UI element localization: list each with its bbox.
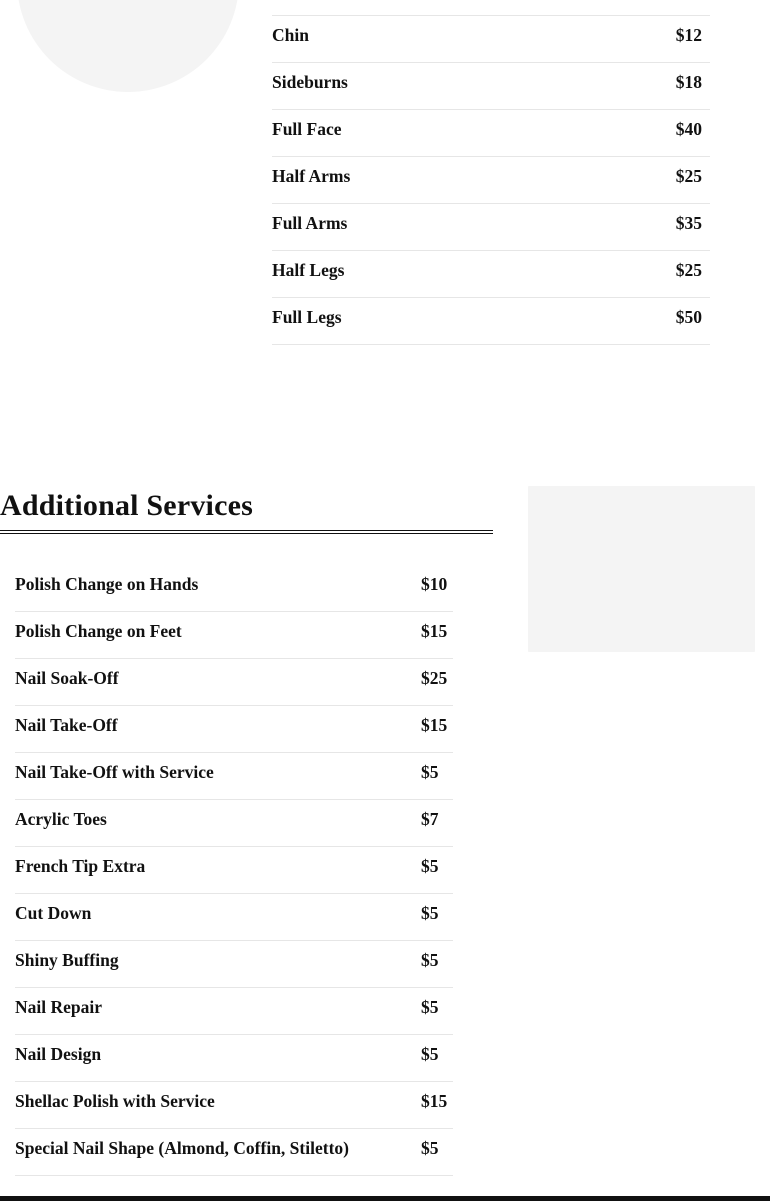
service-name: Polish Change on Hands: [15, 574, 199, 594]
service-price: $5: [421, 1138, 439, 1158]
price-row: [272, 110, 710, 157]
price-row: [15, 1082, 453, 1129]
service-name: Nail Repair: [15, 997, 103, 1017]
service-price: $40: [675, 119, 702, 139]
price-row: [15, 612, 453, 659]
price-row: [272, 298, 710, 345]
service-name: Cut Down: [15, 903, 92, 923]
additional-services-price-list: [15, 565, 453, 1176]
service-price: $25: [421, 668, 448, 688]
service-name: Nail Take-Off: [15, 715, 118, 735]
price-row: [272, 251, 710, 298]
service-price: $5: [421, 997, 439, 1017]
service-price: $15: [421, 715, 448, 735]
price-row: [15, 1129, 453, 1176]
service-name: Chin: [272, 25, 309, 45]
price-row: [15, 847, 453, 894]
service-price: $25: [675, 260, 702, 280]
price-row: [15, 565, 453, 612]
service-name: Full Legs: [272, 307, 342, 327]
footer-bar: [0, 1196, 770, 1201]
service-price: $5: [421, 903, 439, 923]
service-price: $12: [675, 25, 702, 45]
service-name: Full Arms: [272, 213, 348, 233]
service-price: $7: [421, 809, 439, 829]
service-name: Shiny Buffing: [15, 950, 119, 970]
service-price: $15: [421, 1091, 448, 1111]
service-name: Sideburns: [272, 72, 348, 92]
service-price: $5: [421, 762, 439, 782]
service-price: $5: [421, 950, 439, 970]
price-row: [15, 894, 453, 941]
service-price: $25: [675, 166, 702, 186]
service-price: $50: [675, 307, 702, 327]
price-row: [15, 659, 453, 706]
service-price: $10: [421, 574, 448, 594]
section-title-additional-services: Additional Services: [0, 489, 253, 522]
service-name: Polish Change on Feet: [15, 621, 182, 641]
service-price: $18: [675, 72, 702, 92]
price-row: [15, 800, 453, 847]
price-row: [15, 706, 453, 753]
service-price: $15: [421, 621, 448, 641]
service-price: $35: [675, 213, 702, 233]
service-name: Full Face: [272, 119, 342, 139]
waxing-price-list: [272, 15, 710, 345]
service-name: Half Arms: [272, 166, 351, 186]
waxing-image-placeholder: [17, 0, 239, 92]
service-name: Nail Soak-Off: [15, 668, 119, 688]
service-name: Nail Design: [15, 1044, 102, 1064]
service-name: Shellac Polish with Service: [15, 1091, 215, 1111]
service-price: $5: [421, 1044, 439, 1064]
price-row: [272, 63, 710, 110]
service-price: $5: [421, 856, 439, 876]
service-name: Nail Take-Off with Service: [15, 762, 214, 782]
section-title-divider: [0, 530, 493, 534]
service-name: Half Legs: [272, 260, 345, 280]
service-name: French Tip Extra: [15, 856, 146, 876]
price-row: [15, 753, 453, 800]
price-row: [15, 941, 453, 988]
additional-services-image-placeholder: [528, 486, 755, 652]
service-name: Acrylic Toes: [15, 809, 107, 829]
price-row: [272, 204, 710, 251]
price-row: [272, 157, 710, 204]
price-row: [15, 988, 453, 1035]
service-name: Special Nail Shape (Almond, Coffin, Stiletto): [15, 1138, 349, 1158]
price-row: [272, 16, 710, 63]
price-row: [15, 1035, 453, 1082]
